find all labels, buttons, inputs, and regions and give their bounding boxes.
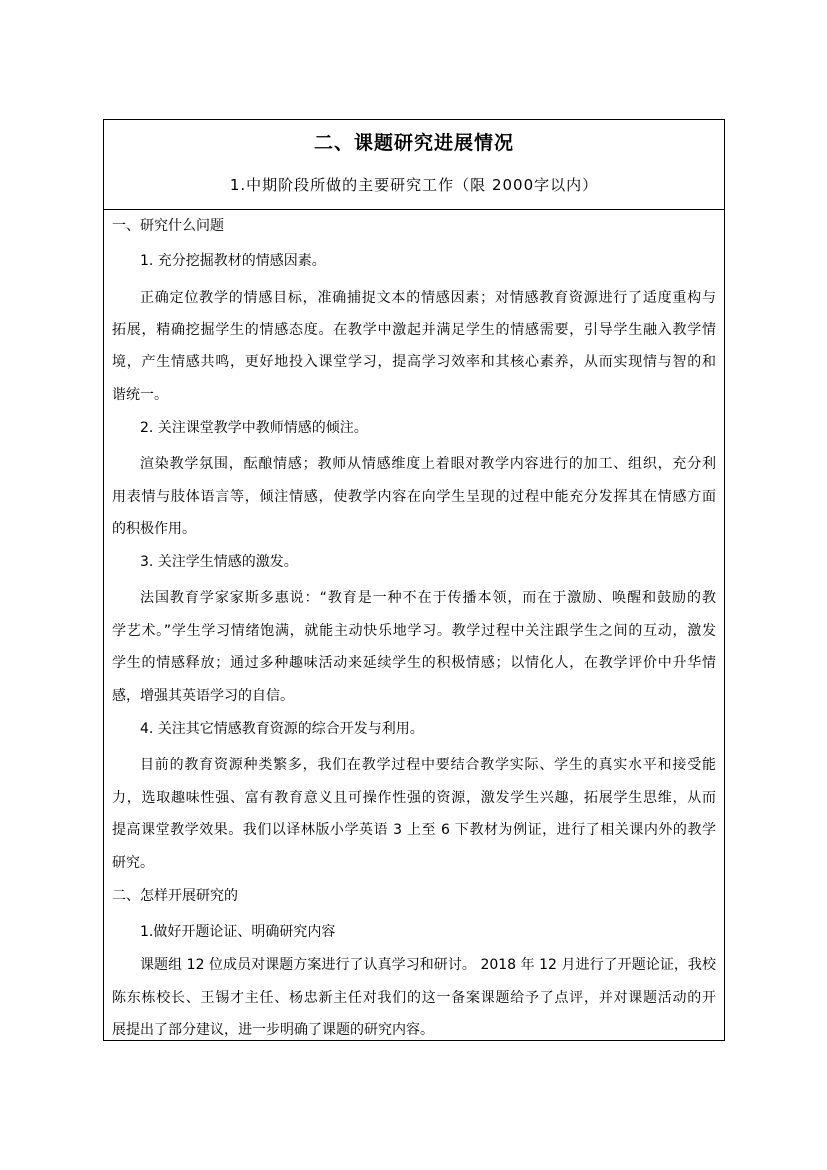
paragraph-line: 正确定位教学的情感目标，准确捕捉文本的情感因素；对情感教育资源进行了适度重构与 (140, 290, 716, 306)
item-title: 1. 充分挖掘教材的情感因素。 (140, 253, 326, 269)
paragraph-line: 展提出了部分建议，进一步明确了课题的研究内容。 (112, 1022, 434, 1038)
paragraph-line: 研究。 (112, 855, 154, 871)
paragraph-line: 谐统一。 (112, 387, 168, 403)
section-heading: 一、研究什么问题 (112, 218, 224, 234)
item-title: 2. 关注课堂教学中教师情感的倾注。 (140, 420, 368, 436)
item-title: 1.做好开题论证、明确研究内容 (140, 924, 336, 940)
paragraph-line: 学生的情感释放；通过多种趣味活动来延续学生的积极情感；以情化人，在教学评价中升华情 (112, 655, 716, 671)
paragraph-line: 感，增强其英语学习的自信。 (112, 688, 294, 704)
section-subtitle: 1.中期阶段所做的主要研究工作（限 2000字以内） (229, 176, 599, 194)
paragraph-line: 力，选取趣味性强、富有教育意义且可操作性强的资源，激发学生兴趣，拓展学生思维，从而 (112, 790, 716, 806)
item-title: 4. 关注其它情感教育资源的综合开发与利用。 (140, 721, 424, 737)
section-heading: 二、怎样开展研究的 (112, 888, 238, 904)
paragraph-line: 陈东栋校长、王锡才主任、杨忠新主任对我们的这一备案课题给予了点评，并对课题活动的开 (112, 990, 716, 1006)
report-table (103, 119, 725, 1041)
paragraph-line: 境，产生情感共鸣，更好地投入课堂学习，提高学习效率和其核心素养，从而实现情与智的和 (112, 354, 716, 370)
paragraph-line: 提高课堂教学效果。我们以译林版小学英语 3 上至 6 下教材为例证，进行了相关课内外的教学 (112, 822, 716, 838)
page-title: 二、课题研究进展情况 (313, 132, 514, 154)
paragraph-line: 的积极作用。 (112, 521, 196, 537)
paragraph-line: 用表情与肢体语言等，倾注情感，使教学内容在向学生呈现的过程中能充分发挥其在情感方面 (112, 489, 716, 505)
paragraph-line: 目前的教育资源种类繁多，我们在教学过程中要结合教学实际、学生的真实水平和接受能 (140, 757, 716, 773)
paragraph-line: 课题组 12 位成员对课题方案进行了认真学习和研讨。 2018 年 12 月进行了开题论证，我校 (140, 957, 716, 973)
paragraph-line: 法国教育学家家斯多惠说：“教育是一种不在于传播本领，而在于激励、唤醒和鼓励的教 (140, 590, 716, 606)
paragraph-line: 学艺术。”学生学习情绪饱满，就能主动快乐地学习。教学过程中关注跟学生之间的互动，激发 (112, 623, 716, 639)
item-title: 3. 关注学生情感的激发。 (140, 554, 298, 570)
paragraph-line: 渲染教学氛围，酝酿情感；教师从情感维度上着眼对教学内容进行的加工、组织，充分利 (140, 456, 716, 472)
header-cell (104, 120, 724, 210)
content-cell (104, 210, 724, 1040)
paragraph-line: 拓展，精确挖掘学生的情感态度。在教学中激起并满足学生的情感需要，引导学生融入教学情 (112, 322, 716, 338)
